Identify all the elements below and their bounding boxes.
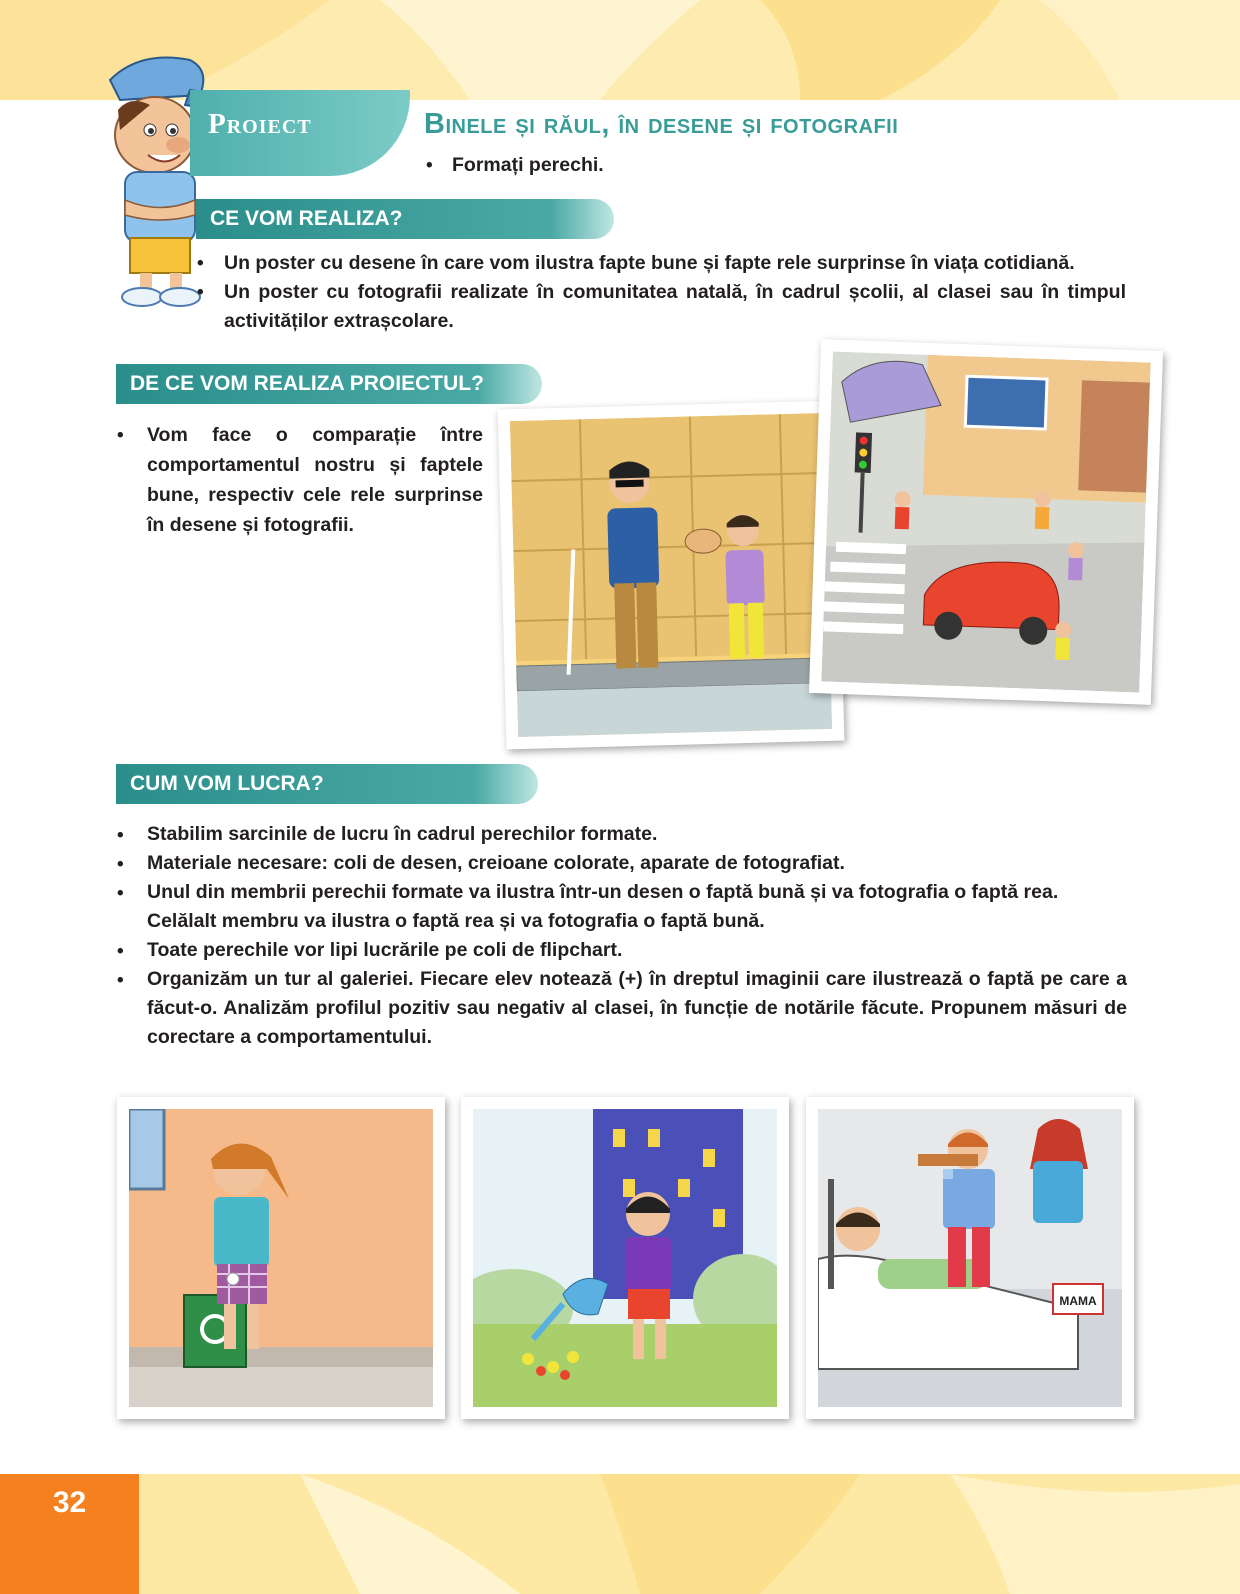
cum-item-5: Organizăm un tur al galeriei. Fiecare elev notează (+) în dreptul imaginii care ilustrează o faptă pe care a făcut-o. Analizăm profilul pozitiv sau negativ al clasei, în funcție de notările făcute. Propunem măsuri de corectare a comportamentului. — [147, 968, 1127, 1048]
bullet-icon: • — [117, 970, 124, 991]
realiza-item-1: Un poster cu desene în care vom ilustra fapte bune și fapte rele surprinse în viața cotidiană. — [224, 252, 1075, 274]
illustration-blind-man-help — [498, 401, 845, 750]
bottom-decorative-band — [0, 1474, 1240, 1594]
bullet-icon: • — [117, 941, 124, 962]
realiza-item-2: Un poster cu fotografii realizate în comunitatea natală, în cadrul școlii, al clasei sau în timpul activităților extrașcolare. — [224, 281, 1126, 332]
bullet-icon: • — [117, 854, 124, 875]
section-heading-cum: CUM VOM LUCRA? — [116, 764, 538, 804]
bullet-icon: • — [426, 155, 433, 176]
section-heading-realiza: CE VOM REALIZA? — [196, 199, 614, 239]
illustration-girl-recycling — [117, 1097, 445, 1419]
cum-item-3: Unul din membrii perechii formate va ilustra într-un desen o faptă bună și va fotografia o faptă rea. Celălalt membru va ilustra o faptă rea și va fotografia o faptă bună. — [147, 881, 1059, 932]
cum-item-2: Materiale necesare: coli de desen, creioane colorate, aparate de fotografiat. — [147, 852, 845, 874]
page-number: 32 — [52, 1486, 87, 1519]
cum-item-1: Stabilim sarcinile de lucru în cadrul perechilor formate. — [147, 823, 658, 845]
page-title: Binele și răul, în desene și fotografii — [424, 108, 899, 140]
cum-item-4: Toate perechile vor lipi lucrările pe coli de flipchart. — [147, 939, 623, 961]
section-heading-de-ce: DE CE VOM REALIZA PROIECTUL? — [116, 364, 542, 404]
instruction-text: Formați perechi. — [452, 154, 604, 176]
bullet-icon: • — [197, 282, 204, 303]
illustration-sick-friend-visit — [806, 1097, 1134, 1419]
illustration-street-crossing — [809, 339, 1163, 705]
bullet-icon: • — [117, 825, 124, 846]
illustration-boy-watering — [461, 1097, 789, 1419]
bullet-icon: • — [117, 883, 124, 904]
hospital-sign-text: MAMA — [1059, 1294, 1097, 1308]
proiect-badge-label: Proiect — [208, 108, 312, 140]
bullet-icon: • — [197, 253, 204, 274]
de-ce-item-1: Vom face o comparație între comportamentul nostru și faptele bune, respectiv cele rele surprinse în desene și fotografii. — [147, 424, 483, 536]
bullet-icon: • — [117, 425, 124, 446]
